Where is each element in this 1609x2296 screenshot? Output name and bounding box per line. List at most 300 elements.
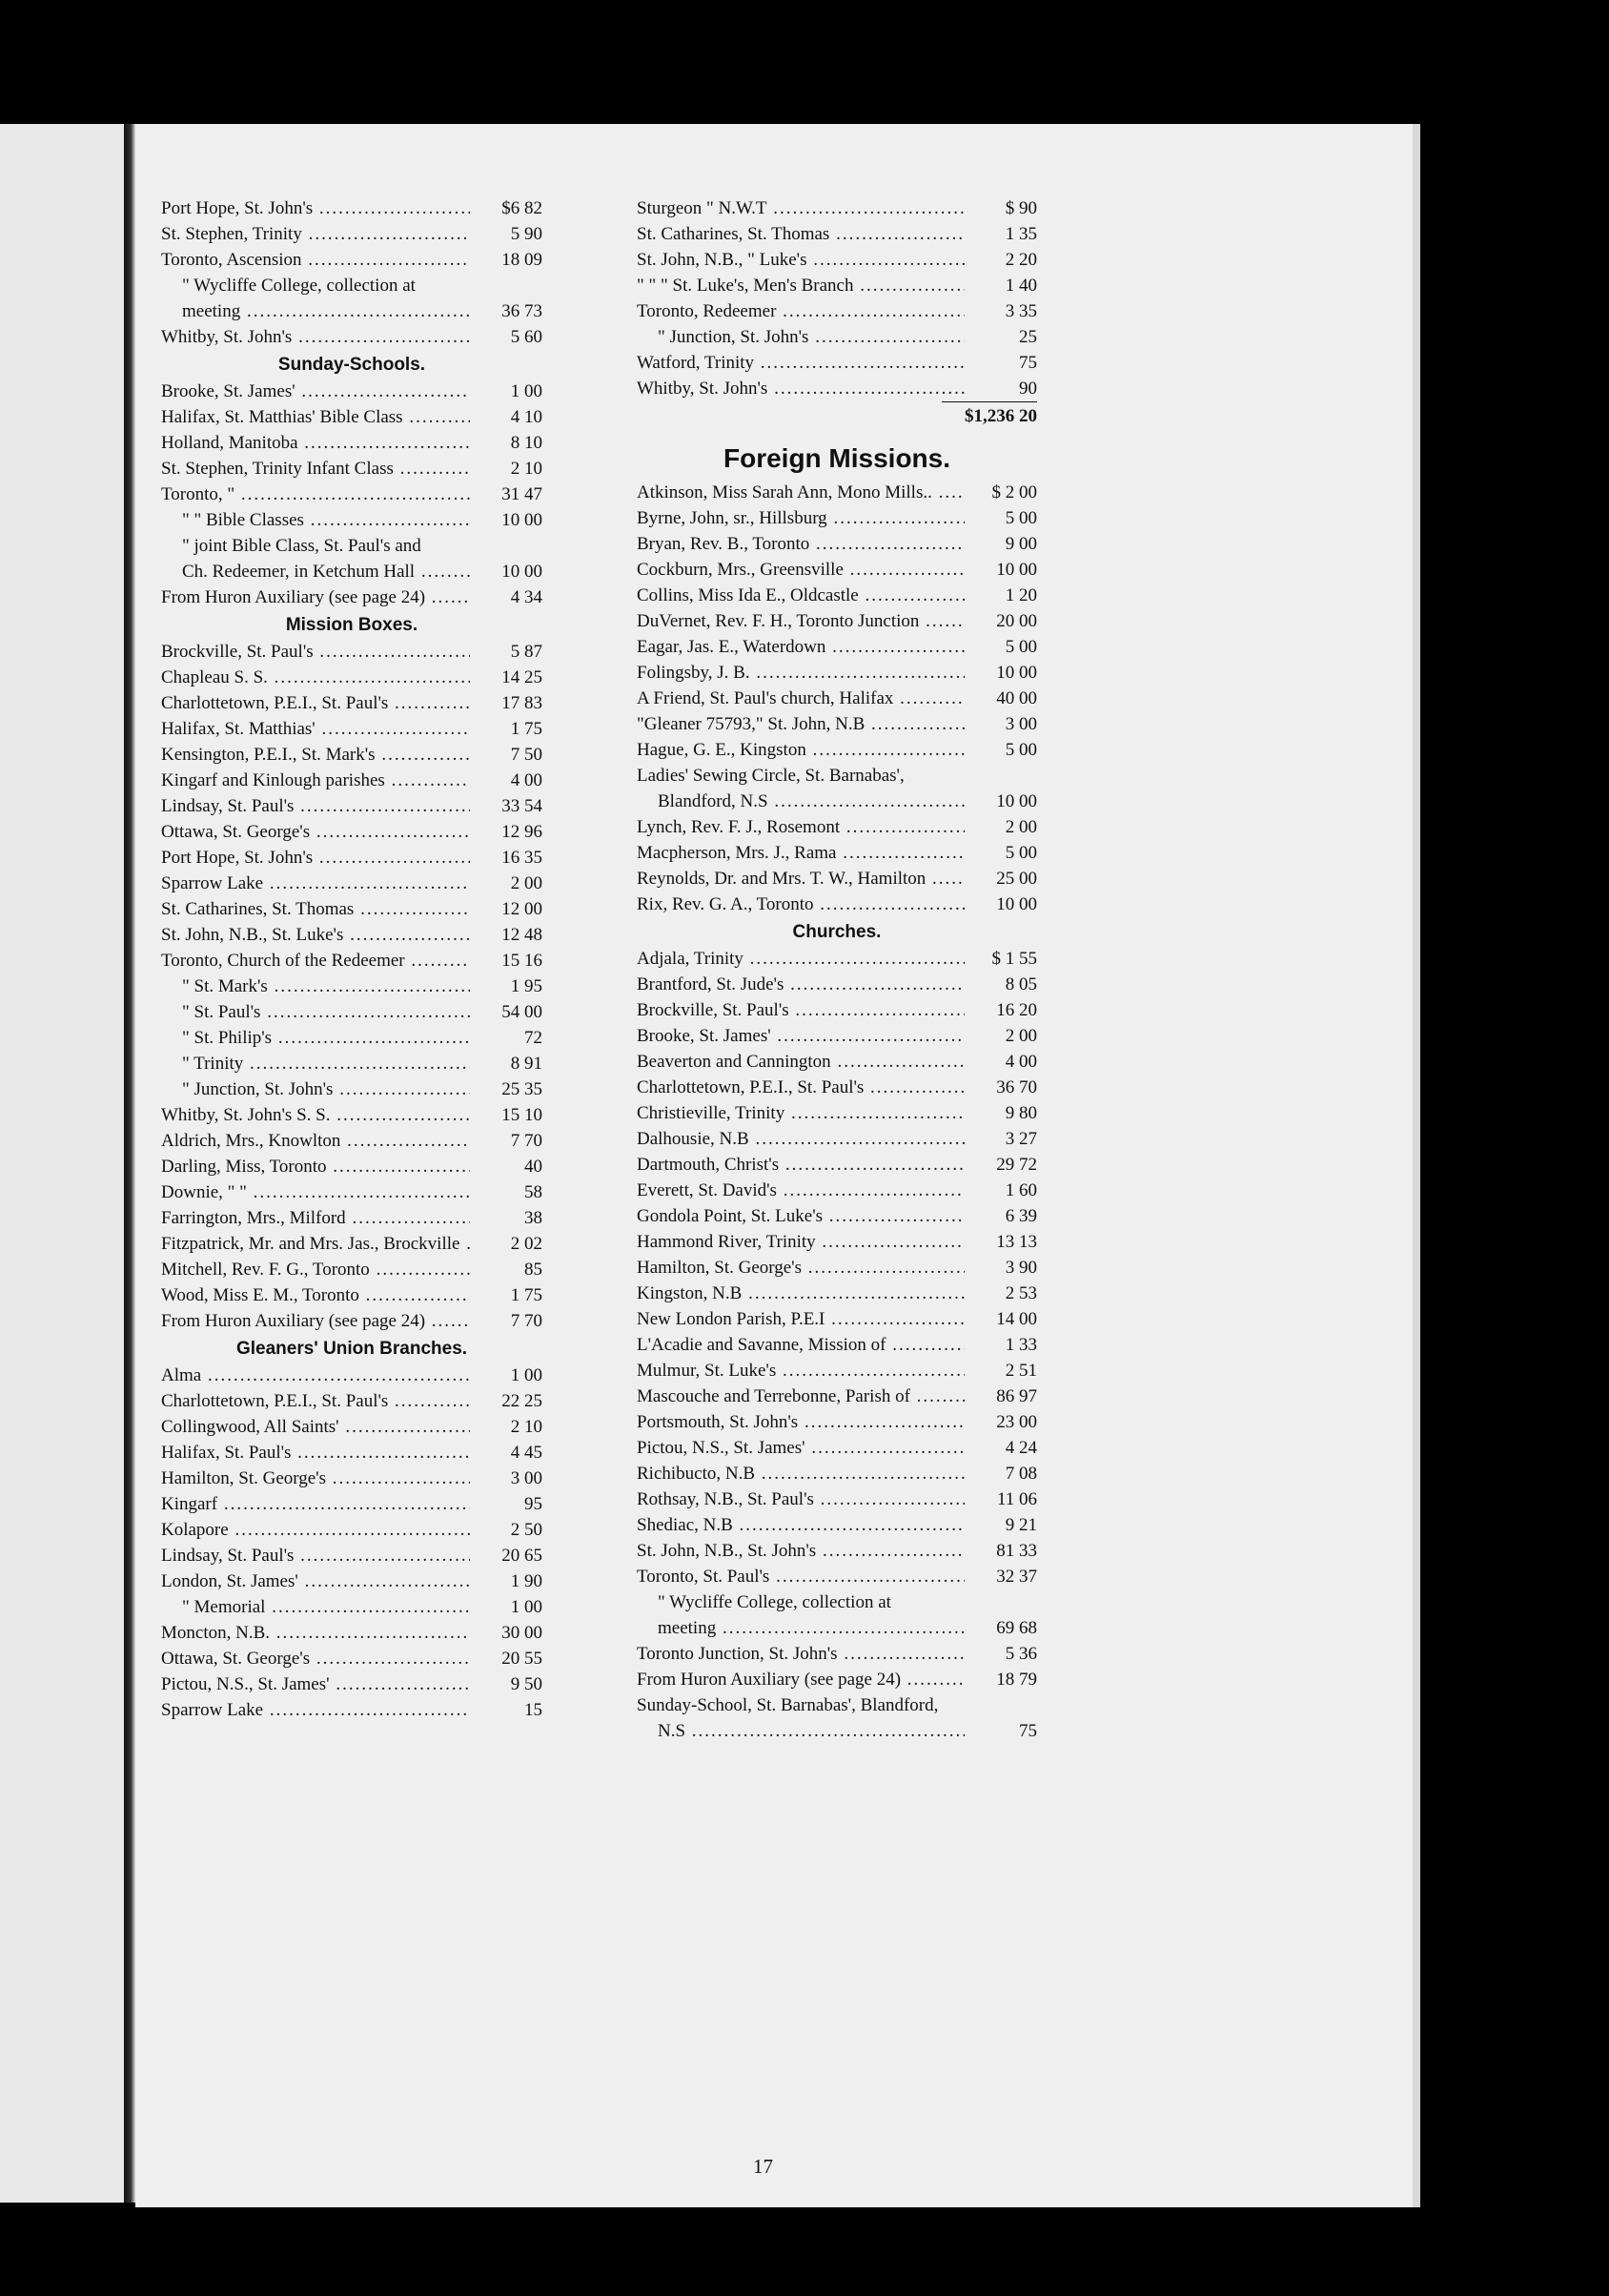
entry-name: Toronto, Church of the Redeemer ..... bbox=[161, 948, 470, 974]
ledger-row bbox=[637, 480, 1037, 505]
entry-name: Kingarf and Kinlough parishes ..... bbox=[161, 768, 470, 793]
entry-amount: 1 40 bbox=[1005, 276, 1037, 296]
ledger-row bbox=[637, 247, 1037, 273]
entry-name: Lindsay, St. Paul's ..... bbox=[161, 793, 470, 819]
ledger-row bbox=[161, 871, 542, 896]
entry-name: Hamilton, St. George's ..... bbox=[637, 1255, 965, 1281]
entry-name: St. Catharines, St. Thomas ..... bbox=[637, 221, 965, 247]
entry-name: From Huron Auxiliary (see page 24) ..... bbox=[637, 1667, 965, 1692]
entry-amount: 7 08 bbox=[1005, 1464, 1037, 1484]
entry-amount: 1 75 bbox=[510, 1285, 542, 1305]
entry-amount: 2 53 bbox=[1005, 1283, 1037, 1303]
total-amount: $1,236 20 bbox=[942, 401, 1037, 430]
entry-amount: 18 79 bbox=[996, 1670, 1037, 1690]
ledger-row bbox=[637, 1049, 1037, 1075]
ledger-row bbox=[637, 789, 1037, 814]
entry-name: Halifax, St. Matthias' Bible Class ..... bbox=[161, 404, 470, 430]
entry-amount: 86 97 bbox=[996, 1386, 1037, 1406]
entry-name: Toronto, " ..... bbox=[161, 482, 470, 507]
entry-name: Collingwood, All Saints' ..... bbox=[161, 1414, 470, 1440]
entry-amount: 3 35 bbox=[1005, 301, 1037, 321]
entry-name: Mitchell, Rev. F. G., Toronto ..... bbox=[161, 1257, 470, 1282]
ledger-row bbox=[637, 892, 1037, 917]
entry-amount: 4 00 bbox=[510, 770, 542, 790]
ledger-row bbox=[637, 1461, 1037, 1486]
entry-amount: 10 00 bbox=[996, 663, 1037, 683]
ledger-row bbox=[637, 1538, 1037, 1564]
entry-name: meeting ..... bbox=[161, 298, 470, 324]
entry-amount: 12 48 bbox=[501, 925, 542, 945]
entry-name: Macpherson, Mrs. J., Rama ..... bbox=[637, 840, 965, 866]
entry-name: St. Stephen, Trinity Infant Class ..... bbox=[161, 456, 470, 482]
page-number: 17 bbox=[753, 2155, 773, 2178]
entry-name: St. Stephen, Trinity ..... bbox=[161, 221, 470, 247]
ledger-row bbox=[637, 1615, 1037, 1641]
ledger-row bbox=[637, 195, 1037, 221]
entry-amount: 10 00 bbox=[996, 894, 1037, 914]
entry-amount: 13 13 bbox=[996, 1232, 1037, 1252]
entry-name: DuVernet, Rev. F. H., Toronto Junction ..... bbox=[637, 608, 965, 634]
entry-name: Eagar, Jas. E., Waterdown ..... bbox=[637, 634, 965, 660]
entry-name: Brockville, St. Paul's ..... bbox=[161, 639, 470, 665]
entry-name: " Trinity ..... bbox=[161, 1051, 470, 1076]
entry-name: " St. Philip's ..... bbox=[161, 1025, 470, 1051]
section-heading: Mission Boxes. bbox=[285, 615, 418, 635]
entry-amount: 33 54 bbox=[501, 796, 542, 816]
entry-amount: 1 75 bbox=[510, 719, 542, 739]
book-gutter bbox=[124, 124, 135, 2203]
entry-amount: $ 90 bbox=[1005, 198, 1037, 218]
right-column bbox=[637, 195, 1037, 1744]
entry-name: From Huron Auxiliary (see page 24) ..... bbox=[161, 1308, 470, 1334]
entry-amount: 1 90 bbox=[510, 1571, 542, 1591]
ledger-row bbox=[161, 639, 542, 665]
entry-name: Gondola Point, St. Luke's ..... bbox=[637, 1203, 965, 1229]
entry-name: Halifax, St. Matthias' ..... bbox=[161, 716, 470, 742]
ledger-row bbox=[161, 922, 542, 948]
entry-name: " joint Bible Class, St. Paul's and bbox=[182, 536, 421, 556]
entry-name: " Junction, St. John's ..... bbox=[637, 324, 965, 350]
entry-amount: 7 50 bbox=[510, 745, 542, 765]
ledger-row bbox=[637, 376, 1037, 401]
entry-name: Farrington, Mrs., Milford ..... bbox=[161, 1205, 470, 1231]
entry-name: Sturgeon " N.W.T ..... bbox=[637, 195, 965, 221]
entry-amount: 16 20 bbox=[996, 1000, 1037, 1020]
ledger-row bbox=[161, 1128, 542, 1154]
entry-name: London, St. James' ..... bbox=[161, 1568, 470, 1594]
ledger-row bbox=[637, 711, 1037, 737]
ledger-row bbox=[161, 221, 542, 247]
entry-name: Sparrow Lake ..... bbox=[161, 1697, 470, 1723]
entry-amount: 75 bbox=[1019, 1721, 1037, 1741]
entry-amount: 25 00 bbox=[996, 869, 1037, 889]
entry-name: " " Bible Classes ..... bbox=[161, 507, 470, 533]
entry-amount: 20 55 bbox=[501, 1649, 542, 1669]
ledger-row bbox=[637, 1641, 1037, 1667]
ledger-row bbox=[161, 584, 542, 610]
ledger-row bbox=[637, 1358, 1037, 1384]
entry-amount: 11 06 bbox=[996, 1489, 1037, 1509]
ledger-row bbox=[637, 946, 1037, 972]
entry-name: N.S ..... bbox=[637, 1718, 965, 1744]
entry-amount: 2 00 bbox=[510, 873, 542, 893]
ledger-row bbox=[161, 456, 542, 482]
ledger-row bbox=[161, 948, 542, 974]
ledger-row bbox=[637, 505, 1037, 531]
entry-amount: 1 33 bbox=[1005, 1335, 1037, 1355]
entry-name: Charlottetown, P.E.I., St. Paul's ..... bbox=[161, 690, 470, 716]
entry-amount: 5 00 bbox=[1005, 843, 1037, 863]
entry-amount: 3 27 bbox=[1005, 1129, 1037, 1149]
entry-name: Aldrich, Mrs., Knowlton ..... bbox=[161, 1128, 470, 1154]
ledger-row bbox=[161, 1179, 542, 1205]
ledger-row bbox=[161, 1594, 542, 1620]
entry-amount: 15 16 bbox=[501, 951, 542, 971]
ledger-row bbox=[161, 1154, 542, 1179]
entry-name: Shediac, N.B ..... bbox=[637, 1512, 965, 1538]
entry-amount: 20 00 bbox=[996, 611, 1037, 631]
entry-name: meeting ..... bbox=[637, 1615, 965, 1641]
entry-amount: 40 00 bbox=[996, 688, 1037, 708]
section-heading: Churches. bbox=[792, 922, 882, 942]
ledger-row bbox=[161, 665, 542, 690]
entry-name: "Gleaner 75793," St. John, N.B ..... bbox=[637, 711, 965, 737]
entry-amount: $ 1 55 bbox=[991, 949, 1037, 969]
ledger-row bbox=[161, 768, 542, 793]
entry-amount: 81 33 bbox=[996, 1541, 1037, 1561]
ledger-row bbox=[161, 1466, 542, 1491]
entry-amount: 7 70 bbox=[510, 1311, 542, 1331]
ledger-row bbox=[637, 1384, 1037, 1409]
entry-name: Richibucto, N.B ..... bbox=[637, 1461, 965, 1486]
ledger-row bbox=[637, 1486, 1037, 1512]
entry-amount: 1 00 bbox=[510, 1365, 542, 1385]
ledger-row bbox=[161, 1388, 542, 1414]
entry-amount: 2 10 bbox=[510, 459, 542, 479]
entry-name: St. John, N.B., St. Luke's ..... bbox=[161, 922, 470, 948]
ledger-row bbox=[637, 273, 1037, 298]
entry-name: Holland, Manitoba ..... bbox=[161, 430, 470, 456]
entry-amount: 18 09 bbox=[501, 250, 542, 270]
entry-amount: 10 00 bbox=[501, 562, 542, 582]
entry-amount: 14 25 bbox=[501, 667, 542, 687]
entry-name: Toronto, Ascension ..... bbox=[161, 247, 470, 273]
ledger-row bbox=[161, 1568, 542, 1594]
ledger-row bbox=[637, 1564, 1037, 1589]
ledger-row bbox=[637, 1667, 1037, 1692]
ledger-row bbox=[637, 1589, 1037, 1615]
entry-amount: 2 00 bbox=[1005, 817, 1037, 837]
entry-amount: 8 05 bbox=[1005, 974, 1037, 994]
entry-name: Charlottetown, P.E.I., St. Paul's ..... bbox=[637, 1075, 965, 1100]
entry-name: Rix, Rev. G. A., Toronto ..... bbox=[637, 892, 965, 917]
entry-amount: 4 10 bbox=[510, 407, 542, 427]
ledger-row bbox=[161, 507, 542, 533]
ledger-row bbox=[161, 999, 542, 1025]
entry-name: New London Parish, P.E.I ..... bbox=[637, 1306, 965, 1332]
section-heading: Sunday-Schools. bbox=[277, 355, 426, 375]
entry-amount: $ 2 00 bbox=[991, 482, 1037, 502]
entry-name: Dartmouth, Christ's ..... bbox=[637, 1152, 965, 1178]
entry-name: Pictou, N.S., St. James' ..... bbox=[161, 1671, 470, 1697]
entry-name: Fitzpatrick, Mr. and Mrs. Jas., Brockville ..... bbox=[161, 1231, 470, 1257]
entry-amount: 1 95 bbox=[510, 976, 542, 996]
entry-amount: 58 bbox=[524, 1182, 542, 1202]
entry-name: Toronto Junction, St. John's ..... bbox=[637, 1641, 965, 1667]
ledger-row bbox=[161, 273, 542, 298]
ledger-row bbox=[637, 1332, 1037, 1358]
entry-amount: 5 36 bbox=[1005, 1644, 1037, 1664]
entry-name: Reynolds, Dr. and Mrs. T. W., Hamilton ..... bbox=[637, 866, 965, 892]
entry-amount: 36 70 bbox=[996, 1077, 1037, 1097]
entry-name: Brantford, St. Jude's ..... bbox=[637, 972, 965, 997]
entry-name: Hamilton, St. George's ..... bbox=[161, 1466, 470, 1491]
entry-name: " Memorial ..... bbox=[161, 1594, 470, 1620]
entry-name: Kensington, P.E.I., St. Mark's ..... bbox=[161, 742, 470, 768]
entry-name: Port Hope, St. John's ..... bbox=[161, 195, 470, 221]
entry-name: Folingsby, J. B. ..... bbox=[637, 660, 965, 686]
entry-amount: 22 25 bbox=[501, 1391, 542, 1411]
ledger-row bbox=[161, 324, 542, 350]
ledger-row bbox=[161, 1257, 542, 1282]
ledger-row bbox=[161, 379, 542, 404]
entry-name: Mascouche and Terrebonne, Parish of ..... bbox=[637, 1384, 965, 1409]
entry-amount: 9 21 bbox=[1005, 1515, 1037, 1535]
ledger-row bbox=[161, 793, 542, 819]
entry-name: Ch. Redeemer, in Ketchum Hall ..... bbox=[161, 559, 470, 584]
ledger-row bbox=[161, 559, 542, 584]
entry-amount: 10 00 bbox=[501, 510, 542, 530]
ledger-row bbox=[637, 1512, 1037, 1538]
ledger-row bbox=[161, 716, 542, 742]
left-column bbox=[161, 195, 542, 1723]
entry-amount: 1 35 bbox=[1005, 224, 1037, 244]
ledger-row bbox=[637, 324, 1037, 350]
ledger-row bbox=[637, 1023, 1037, 1049]
entry-name: Toronto, St. Paul's ..... bbox=[637, 1564, 965, 1589]
ledger-row bbox=[637, 1075, 1037, 1100]
entry-name: Mulmur, St. Luke's ..... bbox=[637, 1358, 965, 1384]
ledger-row bbox=[161, 690, 542, 716]
entry-amount: 4 45 bbox=[510, 1443, 542, 1463]
entry-name: From Huron Auxiliary (see page 24) ..... bbox=[161, 584, 470, 610]
entry-name: Beaverton and Cannington ..... bbox=[637, 1049, 965, 1075]
entry-amount: 4 00 bbox=[1005, 1052, 1037, 1072]
entry-name: Christieville, Trinity ..... bbox=[637, 1100, 965, 1126]
ledger-row bbox=[161, 404, 542, 430]
entry-amount: 5 90 bbox=[510, 224, 542, 244]
entry-name: Brooke, St. James' ..... bbox=[161, 379, 470, 404]
entry-amount: 30 00 bbox=[501, 1623, 542, 1643]
ledger-row bbox=[161, 533, 542, 559]
entry-name: Hammond River, Trinity ..... bbox=[637, 1229, 965, 1255]
ledger-row bbox=[161, 247, 542, 273]
ledger-row bbox=[637, 531, 1037, 557]
entry-name: Whitby, St. John's S. S. ..... bbox=[161, 1102, 470, 1128]
ledger-row bbox=[637, 1178, 1037, 1203]
entry-amount: 15 bbox=[524, 1700, 542, 1720]
entry-name: Alma ..... bbox=[161, 1363, 470, 1388]
entry-name: Toronto, Redeemer ..... bbox=[637, 298, 965, 324]
entry-amount: 2 50 bbox=[510, 1520, 542, 1540]
entry-name: Portsmouth, St. John's ..... bbox=[637, 1409, 965, 1435]
ledger-row bbox=[161, 1697, 542, 1723]
ledger-row bbox=[161, 1620, 542, 1646]
entry-amount: 20 65 bbox=[501, 1546, 542, 1566]
entry-name: Ottawa, St. George's ..... bbox=[161, 1646, 470, 1671]
ledger-row bbox=[637, 660, 1037, 686]
entry-name: Moncton, N.B. ..... bbox=[161, 1620, 470, 1646]
entry-name: Bryan, Rev. B., Toronto ..... bbox=[637, 531, 965, 557]
entry-amount: 1 20 bbox=[1005, 585, 1037, 605]
entry-amount: 7 70 bbox=[510, 1131, 542, 1151]
ledger-row bbox=[161, 742, 542, 768]
entry-name: " Junction, St. John's ..... bbox=[161, 1076, 470, 1102]
entry-amount: 23 00 bbox=[996, 1412, 1037, 1432]
entry-amount: 85 bbox=[524, 1260, 542, 1280]
section-heading: Foreign Missions. bbox=[723, 443, 951, 473]
entry-amount: 5 00 bbox=[1005, 508, 1037, 528]
entry-amount: 3 00 bbox=[510, 1468, 542, 1488]
entry-name: " " " St. Luke's, Men's Branch ..... bbox=[637, 273, 965, 298]
entry-name: " Wycliffe College, collection at bbox=[658, 1592, 891, 1612]
entry-name: L'Acadie and Savanne, Mission of ..... bbox=[637, 1332, 965, 1358]
entry-amount: 1 00 bbox=[510, 381, 542, 401]
ledger-row bbox=[637, 972, 1037, 997]
ledger-row bbox=[637, 1281, 1037, 1306]
ledger-row bbox=[637, 866, 1037, 892]
entry-amount: 9 00 bbox=[1005, 534, 1037, 554]
ledger-row bbox=[161, 1308, 542, 1334]
entry-name: Dalhousie, N.B ..... bbox=[637, 1126, 965, 1152]
ledger-row bbox=[161, 974, 542, 999]
entry-amount: 8 10 bbox=[510, 433, 542, 453]
entry-amount: 95 bbox=[524, 1494, 542, 1514]
entry-name: Darling, Miss, Toronto ..... bbox=[161, 1154, 470, 1179]
ledger-row bbox=[637, 608, 1037, 634]
ledger-row bbox=[161, 1025, 542, 1051]
ledger-row bbox=[161, 1076, 542, 1102]
ledger-row bbox=[161, 195, 542, 221]
ledger-row bbox=[637, 1306, 1037, 1332]
entry-name: Everett, St. David's ..... bbox=[637, 1178, 965, 1203]
ledger-row bbox=[637, 814, 1037, 840]
total-row bbox=[637, 401, 1037, 430]
ledger-row bbox=[637, 298, 1037, 324]
entry-name: Charlottetown, P.E.I., St. Paul's ..... bbox=[161, 1388, 470, 1414]
entry-name: Cockburn, Mrs., Greensville ..... bbox=[637, 557, 965, 583]
entry-name: Blandford, N.S ..... bbox=[637, 789, 965, 814]
ledger-row bbox=[637, 840, 1037, 866]
entry-name: St. John, N.B., " Luke's ..... bbox=[637, 247, 965, 273]
entry-amount: $6 82 bbox=[501, 198, 542, 218]
ledger-row bbox=[161, 430, 542, 456]
facing-page-edge bbox=[0, 124, 133, 2203]
ledger-row bbox=[637, 583, 1037, 608]
entry-amount: 2 02 bbox=[510, 1234, 542, 1254]
ledger-row bbox=[161, 1646, 542, 1671]
entry-amount: 14 00 bbox=[996, 1309, 1037, 1329]
ledger-row bbox=[637, 1409, 1037, 1435]
ledger-row bbox=[637, 997, 1037, 1023]
entry-amount: 1 60 bbox=[1005, 1180, 1037, 1200]
ledger-row bbox=[637, 221, 1037, 247]
ledger-row bbox=[637, 1255, 1037, 1281]
entry-amount: 4 34 bbox=[510, 587, 542, 607]
entry-name: Hague, G. E., Kingston ..... bbox=[637, 737, 965, 763]
ledger-row bbox=[161, 1231, 542, 1257]
entry-name: Ottawa, St. George's ..... bbox=[161, 819, 470, 845]
ledger-row bbox=[637, 1718, 1037, 1744]
ledger-row bbox=[161, 1102, 542, 1128]
entry-amount: 16 35 bbox=[501, 848, 542, 868]
ledger-row bbox=[637, 557, 1037, 583]
ledger-row bbox=[161, 1363, 542, 1388]
entry-amount: 9 50 bbox=[510, 1674, 542, 1694]
entry-name: Rothsay, N.B., St. Paul's ..... bbox=[637, 1486, 965, 1512]
entry-name: Wood, Miss E. M., Toronto ..... bbox=[161, 1282, 470, 1308]
entry-amount: 15 10 bbox=[501, 1105, 542, 1125]
ledger-row bbox=[637, 763, 1037, 789]
entry-amount: 69 68 bbox=[996, 1618, 1037, 1638]
entry-amount: 36 73 bbox=[501, 301, 542, 321]
ledger-row bbox=[161, 1491, 542, 1517]
ledger-row bbox=[637, 1126, 1037, 1152]
ledger-row bbox=[161, 1205, 542, 1231]
entry-amount: 90 bbox=[1019, 379, 1037, 399]
entry-name: A Friend, St. Paul's church, Halifax ..... bbox=[637, 686, 965, 711]
entry-amount: 5 00 bbox=[1005, 637, 1037, 657]
ledger-row bbox=[161, 298, 542, 324]
entry-amount: 2 10 bbox=[510, 1417, 542, 1437]
entry-amount: 10 00 bbox=[996, 791, 1037, 811]
ledger-row bbox=[637, 1692, 1037, 1718]
entry-name: Kolapore ..... bbox=[161, 1517, 470, 1543]
entry-amount: 10 00 bbox=[996, 560, 1037, 580]
entry-amount: 4 24 bbox=[1005, 1438, 1037, 1458]
ledger-row bbox=[637, 1435, 1037, 1461]
ledger-row bbox=[161, 1543, 542, 1568]
entry-amount: 25 bbox=[1019, 327, 1037, 347]
entry-amount: 25 35 bbox=[501, 1079, 542, 1099]
entry-amount: 1 00 bbox=[510, 1597, 542, 1617]
ledger-row bbox=[161, 1671, 542, 1697]
entry-amount: 31 47 bbox=[501, 484, 542, 504]
entry-amount: 2 00 bbox=[1005, 1026, 1037, 1046]
entry-name: Lindsay, St. Paul's ..... bbox=[161, 1543, 470, 1568]
entry-name: Downie, " " ..... bbox=[161, 1179, 470, 1205]
entry-name: Collins, Miss Ida E., Oldcastle ..... bbox=[637, 583, 965, 608]
entry-name: Chapleau S. S. ..... bbox=[161, 665, 470, 690]
entry-amount: 40 bbox=[524, 1157, 542, 1177]
entry-name: Whitby, St. John's ..... bbox=[637, 376, 965, 401]
entry-amount: 29 72 bbox=[996, 1155, 1037, 1175]
entry-amount: 12 96 bbox=[501, 822, 542, 842]
entry-name: Pictou, N.S., St. James' ..... bbox=[637, 1435, 965, 1461]
ledger-row bbox=[161, 1440, 542, 1466]
ledger-row bbox=[637, 1229, 1037, 1255]
ledger-row bbox=[637, 1203, 1037, 1229]
entry-amount: 38 bbox=[524, 1208, 542, 1228]
entry-amount: 54 00 bbox=[501, 1002, 542, 1022]
entry-name: Halifax, St. Paul's ..... bbox=[161, 1440, 470, 1466]
section-heading: Gleaners' Union Branches. bbox=[235, 1339, 468, 1359]
ledger-row bbox=[637, 686, 1037, 711]
entry-name: Whitby, St. John's ..... bbox=[161, 324, 470, 350]
entry-name: " St. Paul's ..... bbox=[161, 999, 470, 1025]
entry-amount: 3 00 bbox=[1005, 714, 1037, 734]
entry-name: Port Hope, St. John's ..... bbox=[161, 845, 470, 871]
